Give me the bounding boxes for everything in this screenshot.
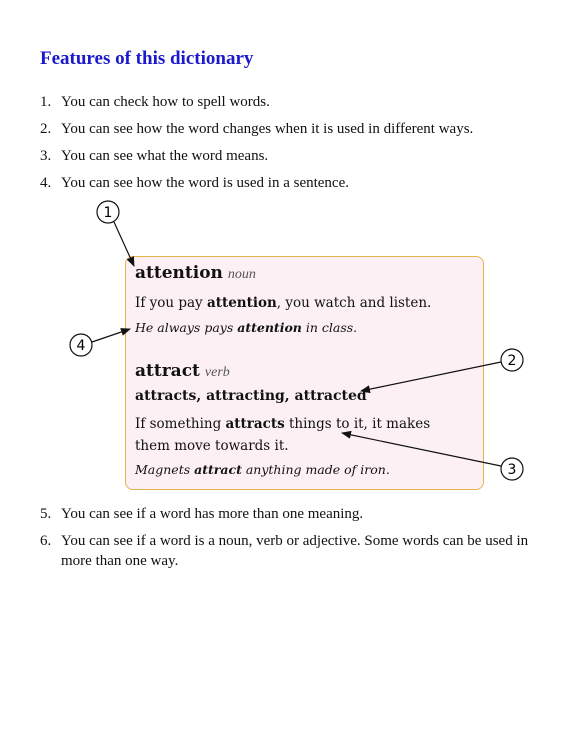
callout-1 (97, 201, 134, 266)
feature-item (40, 531, 540, 571)
feature-text: You can see if a word is a noun, verb or adjective. Some words can be used in more than one way. (61, 533, 529, 569)
callout-arrow (114, 222, 134, 266)
feature-number: 4. (40, 175, 52, 191)
feature-text: You can see how the word is used in a sentence. (61, 175, 349, 191)
callout-2 (361, 349, 523, 391)
example-text: in class. (301, 320, 358, 335)
def-text: , you watch and listen. (276, 295, 432, 311)
callout-label: 2 (507, 353, 517, 369)
feature-text: You can check how to spell words. (61, 94, 270, 110)
callout-arrow (361, 362, 501, 391)
feature-number: 5. (40, 506, 52, 522)
feature-text: You can see what the word means. (61, 148, 269, 164)
feature-text: You can see how the word changes when it is used in different ways. (61, 121, 474, 137)
feature-text: You can see if a word has more than one meaning. (61, 506, 364, 522)
def-text: things to it, it makes them move towards it. (135, 416, 431, 454)
page-heading: Features of this dictionary (40, 48, 254, 69)
example-bold: attention (237, 320, 302, 335)
example-bold: attract (194, 462, 242, 477)
callout-4 (70, 329, 130, 356)
def-text: If you pay (135, 295, 207, 311)
def-bold: attracts (225, 416, 285, 432)
pos-noun: noun (227, 267, 256, 282)
callout-arrow (342, 433, 501, 466)
feature-number: 6. (40, 533, 52, 549)
word-forms-attract: attracts, attracting, attracted (135, 388, 367, 404)
def-bold: attention (206, 295, 277, 311)
callout-3 (342, 433, 523, 480)
feature-item (40, 504, 540, 524)
callout-arrow (92, 329, 130, 342)
feature-number: 2. (40, 121, 52, 137)
callout-label: 4 (76, 338, 86, 354)
features-list-bottom (40, 504, 540, 578)
callout-label: 3 (507, 462, 517, 478)
example-text: He always pays (135, 320, 238, 335)
def-text: If something (135, 416, 226, 432)
callout-label: 1 (103, 205, 113, 221)
feature-number: 3. (40, 148, 52, 164)
headword-attention: attention (135, 263, 223, 283)
example-text: anything made of iron. (241, 462, 390, 477)
headword-attract: attract (135, 361, 200, 381)
pos-verb: verb (204, 365, 230, 380)
example-text: Magnets (135, 462, 195, 477)
feature-number: 1. (40, 94, 52, 110)
